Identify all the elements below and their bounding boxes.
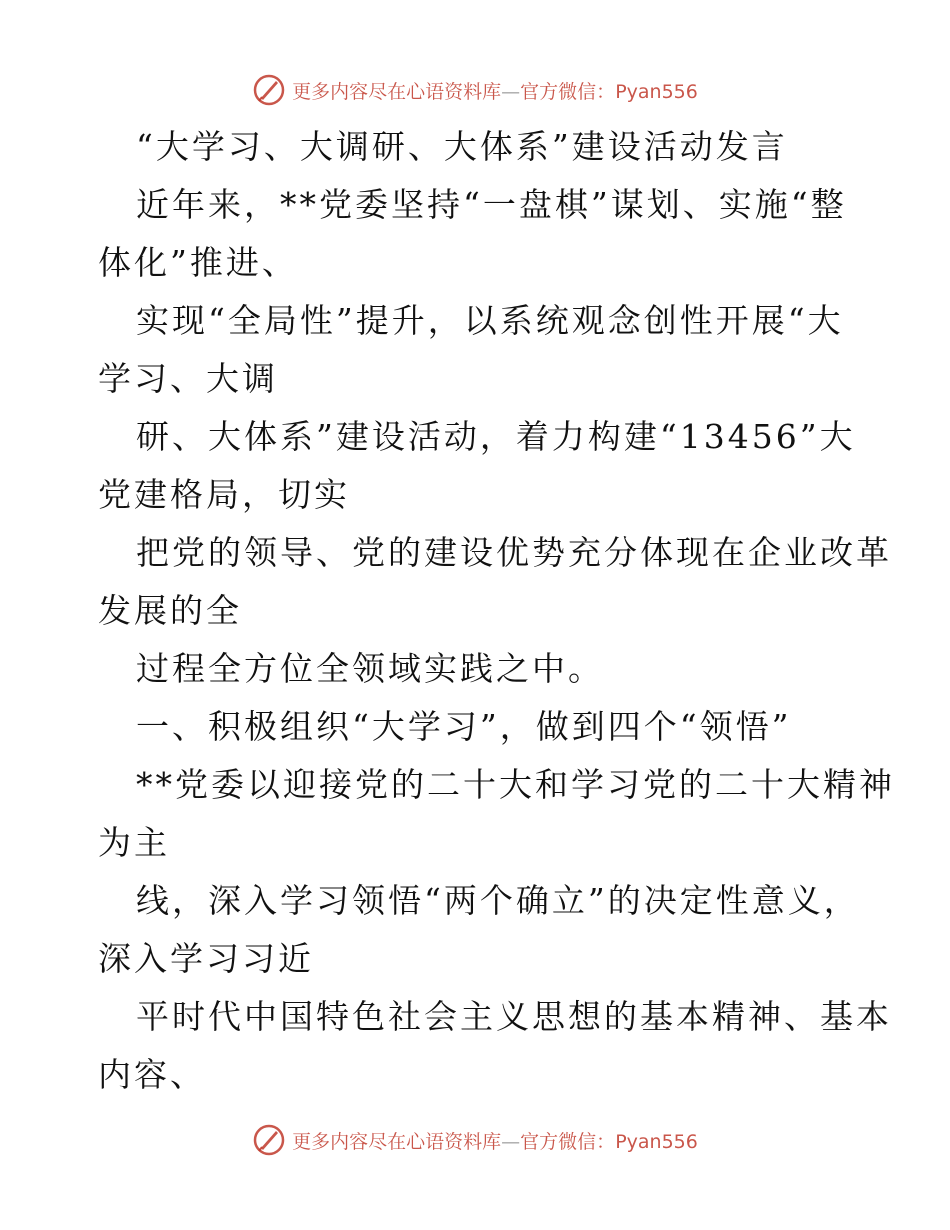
paragraph-line: 学习、大调: [98, 359, 278, 398]
paragraph-line: **党委以迎接党的二十大和学习党的二十大精神: [136, 765, 895, 804]
watermark-text: 更多内容尽在心语资料库—官方微信：Pyan556: [292, 80, 698, 103]
paragraph-line: 体化”推进、: [98, 243, 298, 282]
quill-logo-icon: [252, 73, 286, 107]
paragraph-line: 线，深入学习领悟“两个确立”的决定性意义，: [136, 881, 860, 920]
document-title: “大学习、大调研、大体系”建设活动发言: [136, 127, 788, 166]
section-heading: 一、积极组织“大学习”，做到四个“领悟”: [136, 707, 792, 746]
paragraph-line: 实现“全局性”提升，以系统观念创性开展“大: [136, 301, 844, 340]
paragraph-line: 内容、: [98, 1055, 206, 1094]
footer-watermark-banner: [0, 1120, 950, 1160]
paragraph-line: 近年来，**党委坚持“一盘棋”谋划、实施“整: [136, 185, 847, 224]
document-body: [98, 118, 895, 1104]
watermark-text: 更多内容尽在心语资料库—官方微信：Pyan556: [292, 1130, 698, 1153]
paragraph-line: 把党的领导、党的建设优势充分体现在企业改革: [136, 533, 892, 572]
paragraph-line: 发展的全: [98, 591, 242, 630]
paragraph-line: 为主: [98, 823, 170, 862]
paragraph-line: 党建格局，切实: [98, 475, 350, 514]
paragraph-line: 过程全方位全领域实践之中。: [136, 649, 604, 688]
paragraph-line: 研、大体系”建设活动，着力构建“13456”大: [136, 417, 856, 456]
quill-logo-icon: [252, 1123, 286, 1157]
paragraph-line: 深入学习习近: [98, 939, 314, 978]
paragraph-line: 平时代中国特色社会主义思想的基本精神、基本: [136, 997, 892, 1036]
header-watermark-banner: [0, 70, 950, 110]
